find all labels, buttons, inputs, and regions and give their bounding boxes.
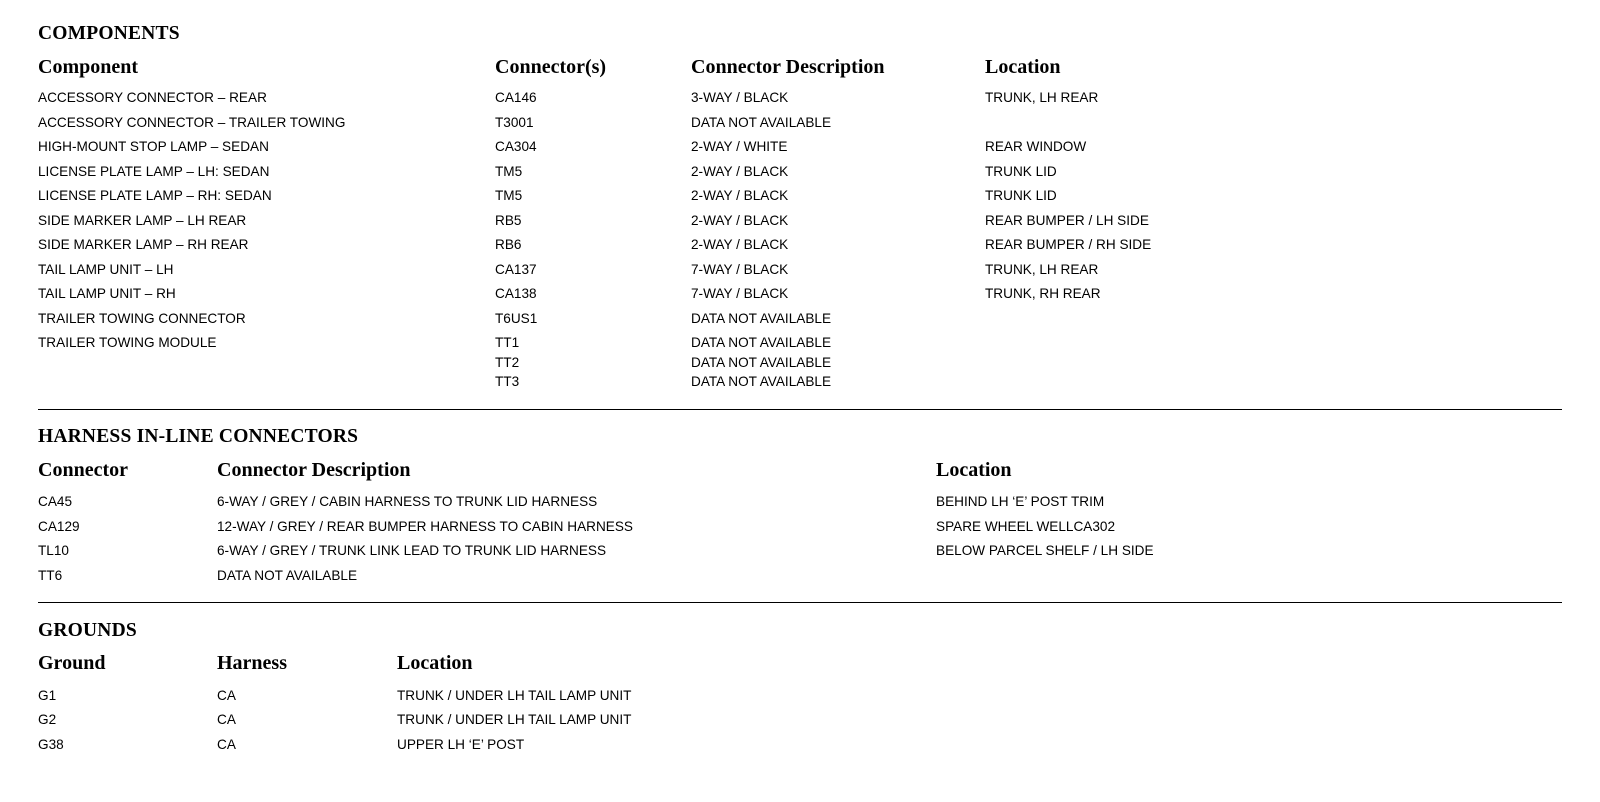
component-name: ACCESSORY CONNECTOR – TRAILER TOWING [38, 115, 346, 130]
connector-description: 7-WAY / BLACK [691, 286, 789, 301]
grounds-section-title: GROUNDS [38, 620, 137, 641]
ground-harness: CA [217, 712, 236, 727]
component-location: REAR BUMPER / LH SIDE [985, 213, 1149, 228]
grounds-header-harness: Harness [217, 652, 287, 674]
grounds-header-ground: Ground [38, 652, 106, 674]
harness-connector-description: 12-WAY / GREY / REAR BUMPER HARNESS TO CABIN HARNESS [217, 519, 633, 534]
section-divider [38, 409, 1562, 410]
harness-connector-id: CA129 [38, 519, 80, 534]
connector-id: TM5 [495, 164, 523, 179]
connector-id: TM5 [495, 188, 523, 203]
harness-location: BELOW PARCEL SHELF / LH SIDE [936, 543, 1154, 558]
connector-id: TT3 [495, 374, 520, 389]
component-name: SIDE MARKER LAMP – RH REAR [38, 237, 249, 252]
component-name: LICENSE PLATE LAMP – RH: SEDAN [38, 188, 272, 203]
ground-location: TRUNK / UNDER LH TAIL LAMP UNIT [397, 688, 632, 703]
components-header-connector-description: Connector Description [691, 56, 885, 78]
harness-connector-description: DATA NOT AVAILABLE [217, 568, 358, 583]
ground-location: TRUNK / UNDER LH TAIL LAMP UNIT [397, 712, 632, 727]
connector-description: 2-WAY / BLACK [691, 213, 789, 228]
harness-connector-description: 6-WAY / GREY / TRUNK LINK LEAD TO TRUNK LID HARNESS [217, 543, 607, 558]
harness-connector-description: 6-WAY / GREY / CABIN HARNESS TO TRUNK LID HARNESS [217, 494, 598, 509]
connector-id: CA304 [495, 139, 537, 154]
component-name: TRAILER TOWING CONNECTOR [38, 311, 246, 326]
connector-description: 2-WAY / BLACK [691, 164, 789, 179]
connector-id: TT1 [495, 335, 520, 350]
components-section-title: COMPONENTS [38, 23, 180, 44]
connector-description: 2-WAY / WHITE [691, 139, 788, 154]
connector-description: 3-WAY / BLACK [691, 90, 789, 105]
components-header-location: Location [985, 56, 1061, 78]
ground-harness: CA [217, 688, 236, 703]
component-location: REAR BUMPER / RH SIDE [985, 237, 1152, 252]
ground-id: G38 [38, 737, 64, 752]
grounds-header-location: Location [397, 652, 473, 674]
component-name: LICENSE PLATE LAMP – LH: SEDAN [38, 164, 270, 179]
harness-location: SPARE WHEEL WELLCA302 [936, 519, 1116, 534]
harness-header-connector: Connector [38, 459, 128, 481]
component-location: TRUNK, LH REAR [985, 262, 1099, 277]
connector-id: CA146 [495, 90, 537, 105]
connector-id: RB5 [495, 213, 522, 228]
connector-description: 2-WAY / BLACK [691, 237, 789, 252]
harness-header-connector-description: Connector Description [217, 459, 411, 481]
connector-description: DATA NOT AVAILABLE [691, 354, 832, 370]
connector-id: T3001 [495, 115, 534, 130]
component-name: TAIL LAMP UNIT – RH [38, 286, 176, 301]
component-name: HIGH-MOUNT STOP LAMP – SEDAN [38, 139, 269, 154]
component-location: REAR WINDOW [985, 139, 1087, 154]
harness-section-title: HARNESS IN-LINE CONNECTORS [38, 426, 359, 447]
harness-connector-id: CA45 [38, 494, 73, 509]
component-location: TRUNK, LH REAR [985, 90, 1099, 105]
component-location: TRUNK, RH REAR [985, 286, 1101, 301]
connector-id: TT2 [495, 354, 520, 370]
harness-header-location: Location [936, 459, 1012, 481]
component-name: TAIL LAMP UNIT – LH [38, 262, 174, 277]
ground-id: G2 [38, 712, 57, 727]
connector-id: RB6 [495, 237, 522, 252]
ground-location: UPPER LH ‘E’ POST [397, 737, 525, 752]
connector-description: 2-WAY / BLACK [691, 188, 789, 203]
ground-id: G1 [38, 688, 57, 703]
connector-description: 7-WAY / BLACK [691, 262, 789, 277]
connector-id: T6US1 [495, 311, 538, 326]
component-name: SIDE MARKER LAMP – LH REAR [38, 213, 247, 228]
connector-description: DATA NOT AVAILABLE [691, 374, 832, 389]
components-header-connectors: Connector(s) [495, 56, 607, 78]
components-header-component: Component [38, 56, 139, 78]
connector-description: DATA NOT AVAILABLE [691, 311, 832, 326]
connector-description: DATA NOT AVAILABLE [691, 115, 832, 130]
connector-description: DATA NOT AVAILABLE [691, 335, 832, 350]
component-name: ACCESSORY CONNECTOR – REAR [38, 90, 267, 105]
section-divider [38, 602, 1562, 603]
connector-id: CA137 [495, 262, 537, 277]
component-location: TRUNK LID [985, 164, 1057, 179]
harness-connector-id: TT6 [38, 568, 63, 583]
ground-harness: CA [217, 737, 236, 752]
component-name: TRAILER TOWING MODULE [38, 335, 217, 350]
connector-id: CA138 [495, 286, 537, 301]
harness-connector-id: TL10 [38, 543, 69, 558]
harness-location: BEHIND LH ‘E’ POST TRIM [936, 494, 1105, 509]
component-location: TRUNK LID [985, 188, 1057, 203]
